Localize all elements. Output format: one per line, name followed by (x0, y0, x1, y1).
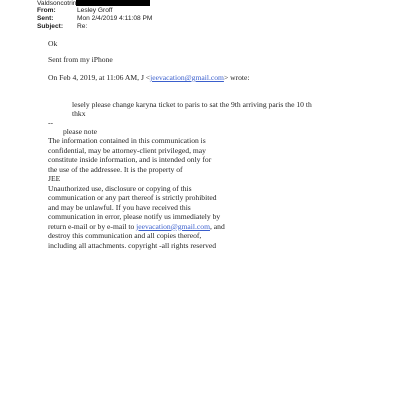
reply-text: Ok (48, 39, 58, 48)
subject-label: Subject: (37, 23, 64, 30)
disclaimer-email-suffix: , and (209, 221, 225, 231)
attribution-suffix: > wrote: (223, 73, 250, 82)
please-note: please note (63, 127, 97, 136)
attribution-prefix: On Feb 4, 2019, at 11:06 AM, J < (48, 73, 151, 82)
disclaimer-line: The information contained in this communication is (48, 136, 206, 145)
from-row (37, 7, 112, 15)
disclaimer-line: the use of the addressee. It is the property of (48, 164, 183, 174)
disclaimer-line: communication in error, please notify us immediately by (48, 212, 221, 221)
disclaimer-line: constitute inside information, and is intended only for (48, 155, 212, 164)
sender-name-fragment: Valdsoncotrin (37, 0, 77, 7)
disclaimer-line: destroy this communication and all copies thereof, (48, 231, 202, 240)
disclaimer-line: communication or any part thereof is strictly prohibited (48, 193, 217, 202)
disclaimer-line: and may be unlawful. If you have received this (48, 202, 191, 212)
subject-value: Re: (77, 23, 88, 30)
redaction-bar (76, 0, 150, 6)
disclaimer-line: confidential, may be attorney-client privileged, may (48, 145, 206, 155)
attribution-email-link[interactable]: jeevacation@gmail.com (150, 73, 224, 82)
disclaimer-email-line (48, 222, 225, 231)
quoted-message-line-1: lesely please change karyna ticket to paris to sat the 9th arriving paris the 10 th (72, 100, 312, 109)
subject-row (37, 23, 87, 31)
from-value: Lesley Groff (77, 7, 113, 14)
quote-attribution (48, 73, 250, 82)
signature-separator: -- (48, 118, 54, 127)
quoted-message-line-2: thkx (72, 109, 86, 118)
from-label: From: (37, 7, 56, 14)
sent-value: Mon 2/4/2019 4:11:08 PM (77, 15, 153, 22)
disclaimer-line: JEE (48, 174, 61, 183)
sent-label: Sent: (37, 15, 54, 22)
disclaimer-email-prefix: return e-mail or by e-mail to (48, 221, 137, 231)
disclaimer-email-link[interactable]: jeevacation@gmail.com (136, 221, 210, 231)
reply-signature: Sent from my iPhone (48, 55, 113, 64)
disclaimer-line: including all attachments. copyright -all rights reserved (48, 240, 217, 250)
sent-row (37, 15, 152, 23)
disclaimer-line: Unauthorized use, disclosure or copying of this (48, 183, 192, 193)
